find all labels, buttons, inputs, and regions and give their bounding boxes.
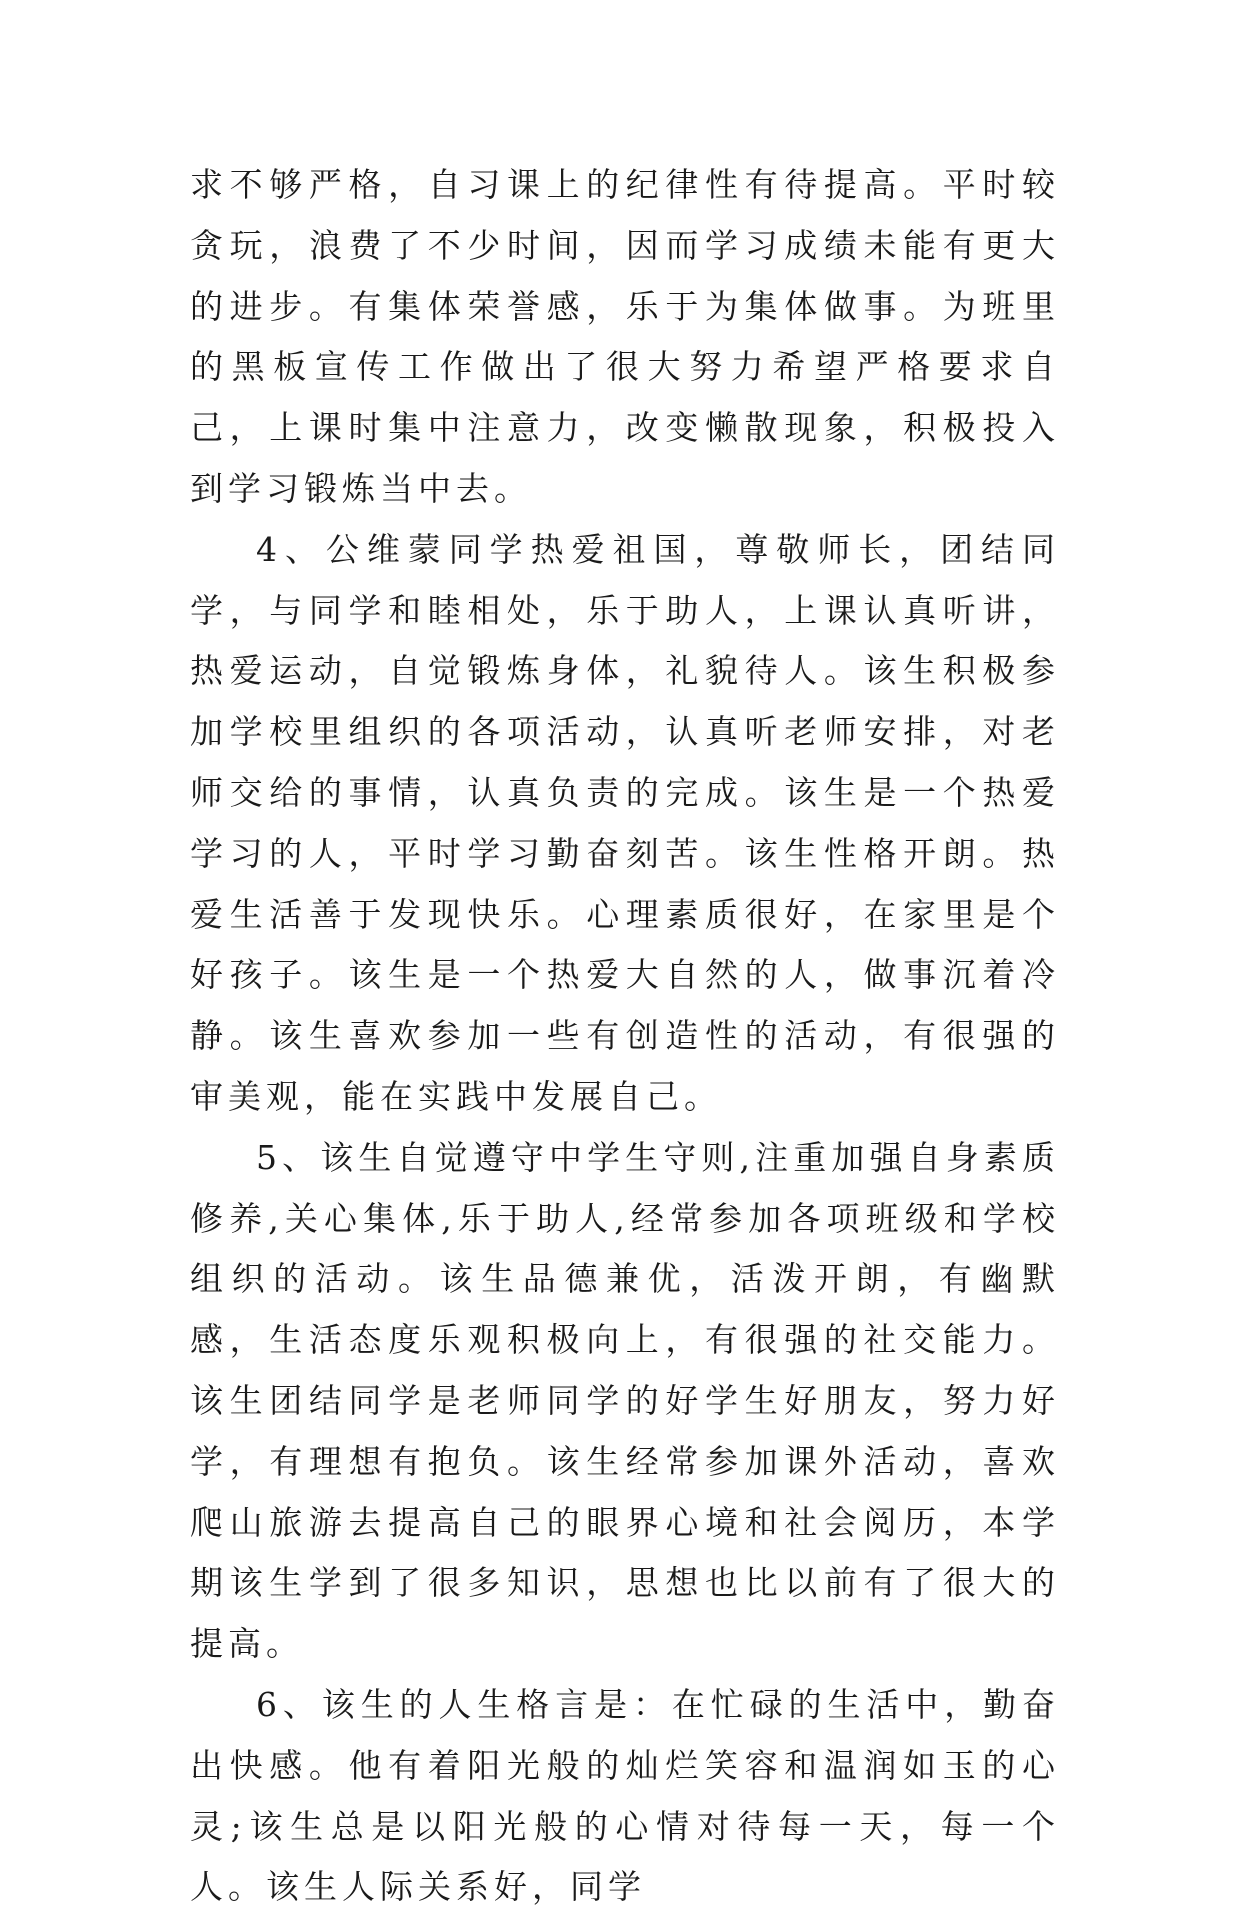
paragraph-item-5: 5、该生自觉遵守中学生守则,注重加强自身素质修养,关心集体,乐于助人,经常参加各项班级和学校组织的活动。该生品德兼优，活泼开朗，有幽默感，生活态度乐观积极向上，有很强的社交能力。该生团结同学是老师同学的好学生好朋友，努力好学，有理想有抱负。该生经常参加课外活动，喜欢爬山旅游去提高自己的眼界心境和社会阅历，本学期该生学到了很多知识，思想也比以前有了很大的提高。: [190, 1137, 1060, 1664]
paragraph-continued: 求不够严格，自习课上的纪律性有待提高。平时较贪玩，浪费了不少时间，因而学习成绩未能有更大的进步。有集体荣誉感，乐于为集体做事。为班里的黑板宣传工作做出了很大努力希望严格要求自己，上课时集中注意力，改变懒散现象，积极投入到学习锻炼当中去。: [190, 165, 1060, 508]
paragraph-item-6: 6、该生的人生格言是：在忙碌的生活中，勤奋出快感。他有着阳光般的灿烂笑容和温润如玉的心灵;该生总是以阳光般的心情对待每一天，每一个人。该生人际关系好，同学: [190, 1684, 1060, 1907]
paragraph-item-4: 4、公维蒙同学热爱祖国，尊敬师长，团结同学，与同学和睦相处，乐于助人，上课认真听讲，热爱运动，自觉锻炼身体，礼貌待人。该生积极参加学校里组织的各项活动，认真听老师安排，对老师交给的事情，认真负责的完成。该生是一个热爱学习的人，平时学习勤奋刻苦。该生性格开朗。热爱生活善于发现快乐。心理素质很好，在家里是个好孩子。该生是一个热爱大自然的人，做事沉着冷静。该生喜欢参加一些有创造性的活动，有很强的审美观，能在实践中发展自己。: [190, 529, 1060, 1116]
document-body: [190, 155, 1060, 1918]
